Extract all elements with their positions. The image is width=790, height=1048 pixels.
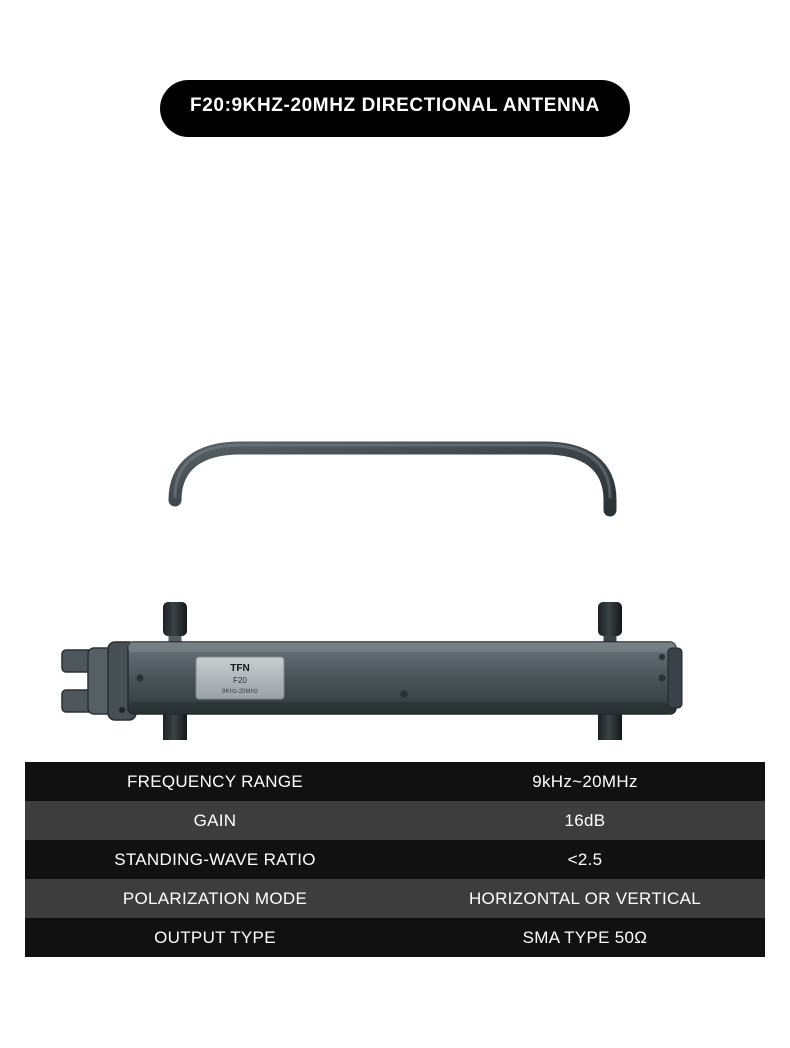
antenna-illustration [0,210,790,740]
table-row [25,918,765,957]
table-row [25,762,765,801]
collar-upper-left [163,602,187,636]
boom-end-cap [668,648,682,708]
boom-bar [128,642,676,714]
brand-text: TFN [230,663,250,674]
spec-value: 9kHz~20MHz [405,762,765,801]
range-text: 9KHz-20MHz [222,689,258,695]
page-title: F20:9KHZ-20MHZ DIRECTIONAL ANTENNA [160,80,630,137]
product-image [0,210,790,740]
spec-label: STANDING-WAVE RATIO [25,840,405,879]
table-row [25,801,765,840]
table-row [25,840,765,879]
spec-label: GAIN [25,801,405,840]
spec-label: POLARIZATION MODE [25,879,405,918]
collar-upper-right [598,602,622,636]
spec-table [25,762,765,957]
spec-value: SMA TYPE 50Ω [405,918,765,957]
spec-value: HORIZONTAL OR VERTICAL [405,879,765,918]
loop-upper [175,448,610,510]
spec-label: FREQUENCY RANGE [25,762,405,801]
spec-value: <2.5 [405,840,765,879]
title-banner [0,80,790,137]
mounting-bracket [62,642,136,720]
model-text: F20 [233,676,247,685]
spec-value: 16dB [405,801,765,840]
spec-label: OUTPUT TYPE [25,918,405,957]
table-row [25,879,765,918]
